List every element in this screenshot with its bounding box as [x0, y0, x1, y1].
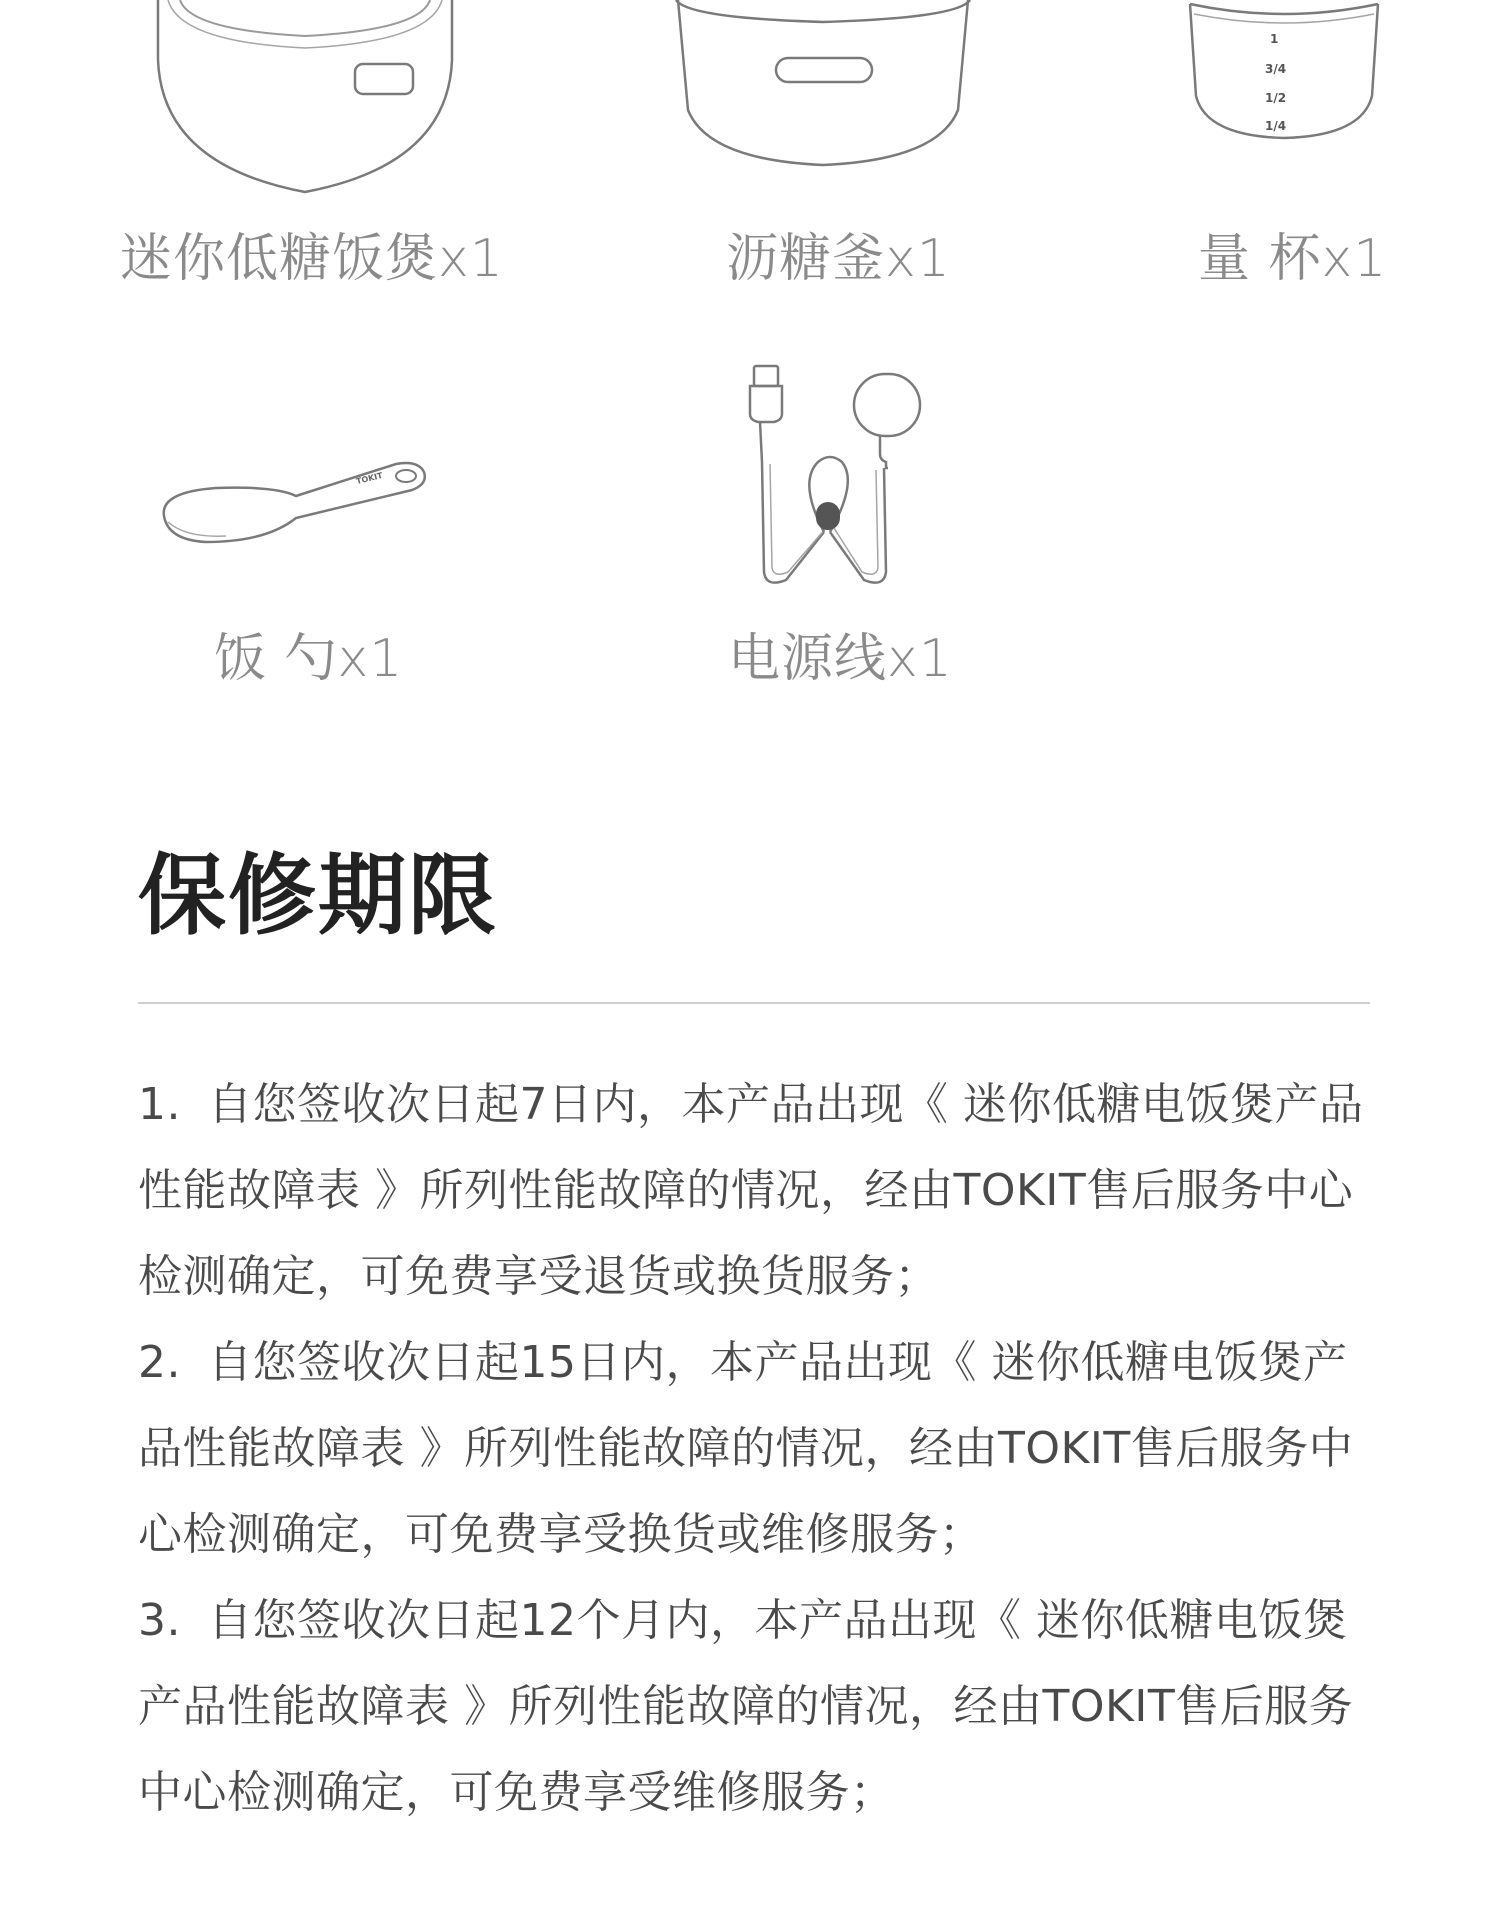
cup-mark-1-2: 1/2: [1265, 91, 1287, 105]
item-label-rice-cooker: 迷你低糖饭煲x1: [120, 229, 504, 289]
item-label-power-cord: 电源线x1: [728, 629, 953, 689]
cup-mark-1-4: 1/4: [1265, 119, 1287, 133]
rice-spoon-icon: [156, 456, 456, 556]
warranty-item-3: [138, 1578, 1378, 1836]
warranty-item-1: [138, 1062, 1378, 1320]
rice-cooker-icon: [150, 0, 460, 200]
section-divider: [138, 1002, 1370, 1004]
warranty-title: 保修期限: [138, 844, 499, 947]
warranty-item-number: 3.: [138, 1595, 181, 1646]
warranty-list: [138, 1062, 1378, 1836]
item-label-draining-pot: 沥糖釜x1: [726, 229, 951, 289]
cup-mark-3-4: 3/4: [1265, 62, 1287, 76]
warranty-item-number: 1.: [138, 1079, 181, 1130]
warranty-item-number: 2.: [138, 1337, 181, 1388]
draining-pot-icon: [668, 0, 978, 172]
warranty-item-2: [138, 1320, 1378, 1578]
warranty-item-text: 自您签收次日起15日内，本产品出现《 迷你低糖电饭煲产品性能故障表 》所列性能故障的情况，经由TOKIT售后服务中心检测确定，可免费享受换货或维修服务；: [138, 1337, 1354, 1560]
item-label-rice-spoon: 饭 勺x1: [214, 629, 404, 689]
warranty-item-text: 自您签收次日起12个月内，本产品出现《 迷你低糖电饭煲产品性能故障表 》所列性能故障的情况，经由TOKIT售后服务中心检测确定，可免费享受维修服务；: [138, 1595, 1354, 1818]
cup-mark-1: 1: [1270, 32, 1279, 46]
power-cord-icon: [738, 362, 934, 594]
item-label-measuring-cup: 量 杯x1: [1198, 229, 1388, 289]
spoon-brand-mark: TOKIT: [355, 470, 384, 487]
warranty-item-text: 自您签收次日起7日内，本产品出现《 迷你低糖电饭煲产品性能故障表 》所列性能故障的情况，经由TOKIT售后服务中心检测确定，可免费享受退货或换货服务；: [138, 1079, 1364, 1302]
